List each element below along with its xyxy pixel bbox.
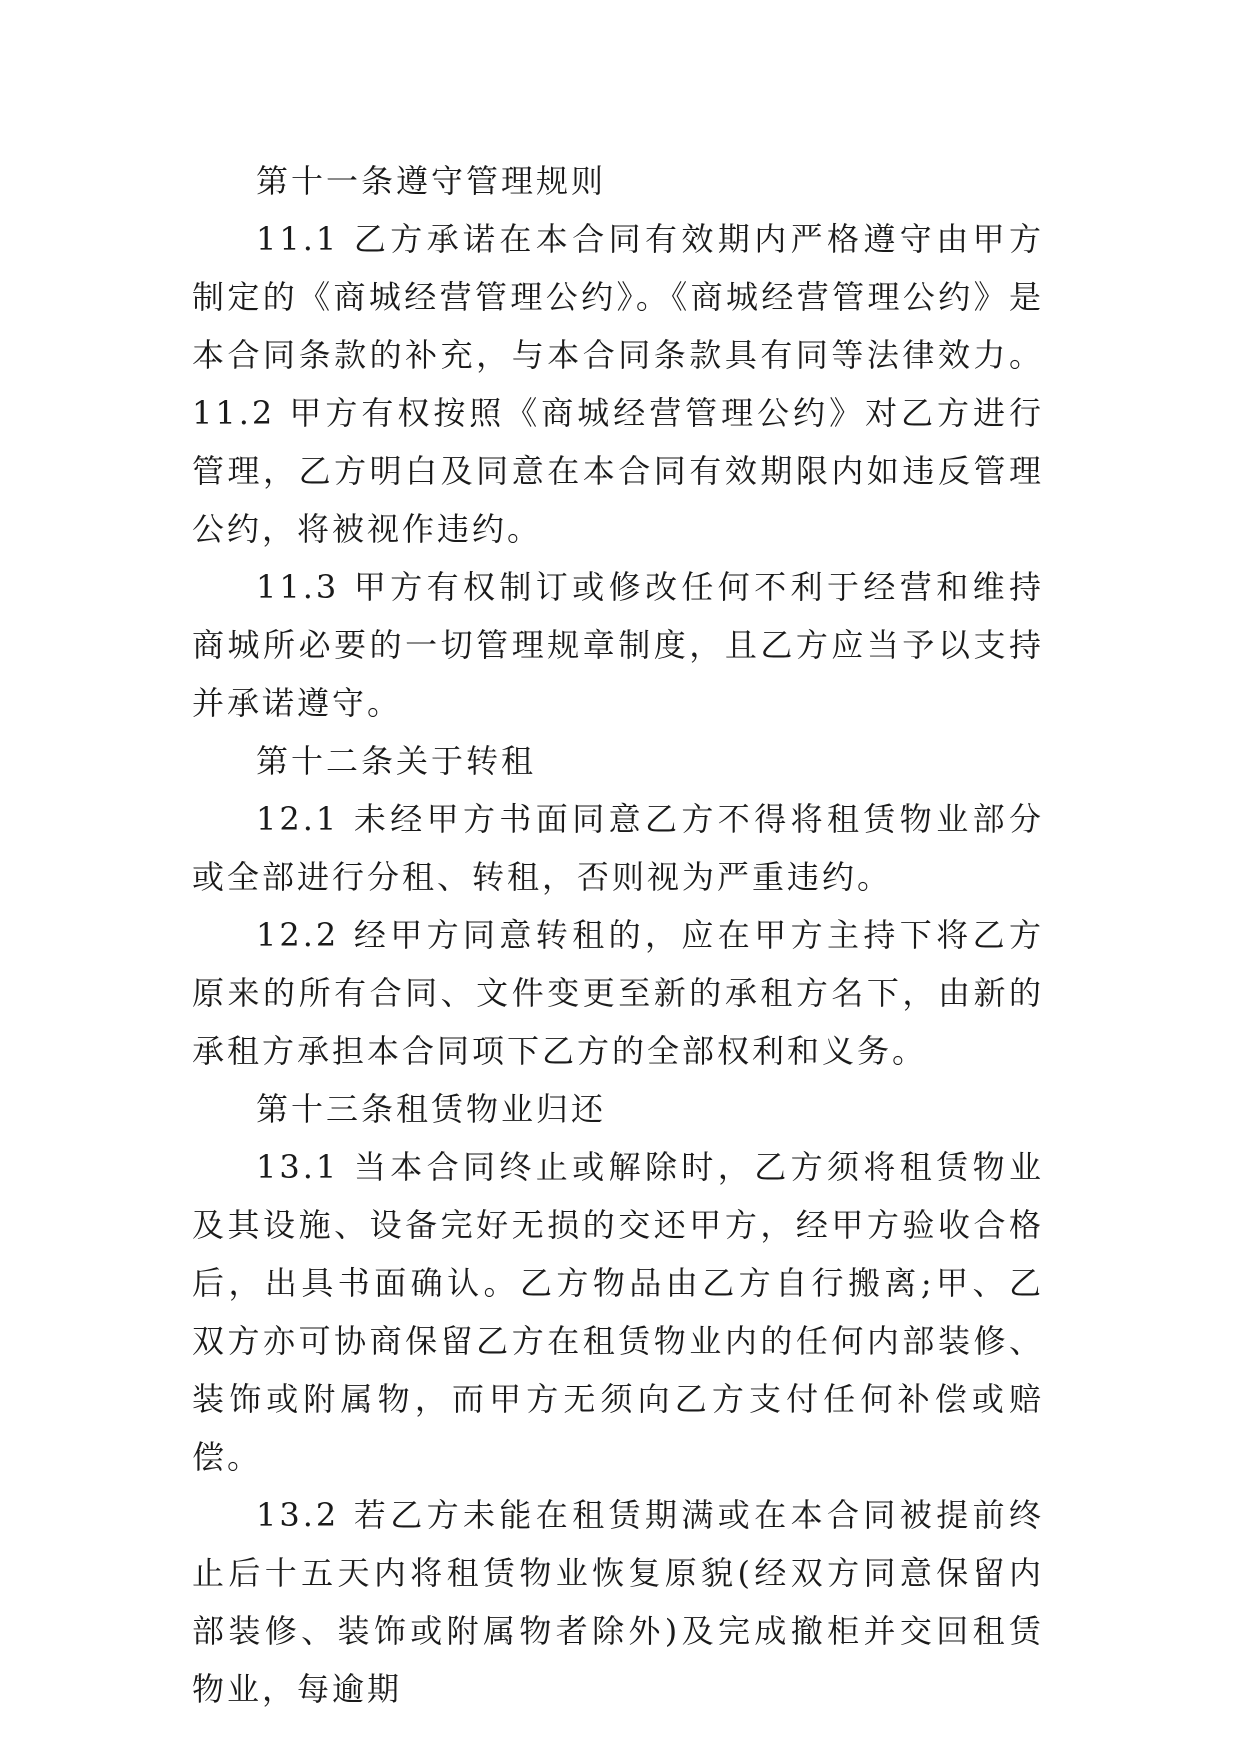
clause-11-1-2: 11.1 乙方承诺在本合同有效期内严格遵守由甲方制定的《商城经营管理公约》。《商城经营管理公约》是本合同条款的补充，与本合同条款具有同等法律效力。11.2 甲方有权按照《商城经营管理公约》对乙方进行管理，乙方明白及同意在本合同有效期限内如违反管理公约，将被视作违约。 bbox=[192, 220, 1044, 548]
clause-12-2: 12.2 经甲方同意转租的，应在甲方主持下将乙方原来的所有合同、文件变更至新的承租方名下，由新的承租方承担本合同项下乙方的全部权利和义务。 bbox=[192, 916, 1044, 1070]
article-12-heading: 第十二条关于转租 bbox=[256, 742, 537, 780]
clause-12-1: 12.1 未经甲方书面同意乙方不得将租赁物业部分或全部进行分租、转租，否则视为严重违约。 bbox=[192, 800, 1044, 896]
clause-13-1: 13.1 当本合同终止或解除时，乙方须将租赁物业及其设施、设备完好无损的交还甲方，经甲方验收合格后，出具书面确认。乙方物品由乙方自行搬离;甲、乙双方亦可协商保留乙方在租赁物业内的任何内部装修、装饰或附属物，而甲方无须向乙方支付任何补偿或赔偿。 bbox=[192, 1148, 1044, 1476]
document-body bbox=[192, 152, 1044, 1718]
clause-13-2: 13.2 若乙方未能在租赁期满或在本合同被提前终止后十五天内将租赁物业恢复原貌(经双方同意保留内部装修、装饰或附属物者除外)及完成撤柜并交回租赁物业，每逾期 bbox=[192, 1496, 1044, 1708]
clause-11-3: 11.3 甲方有权制订或修改任何不利于经营和维持商城所必要的一切管理规章制度，且乙方应当予以支持并承诺遵守。 bbox=[192, 568, 1044, 722]
article-11-heading: 第十一条遵守管理规则 bbox=[256, 162, 607, 200]
article-13-heading: 第十三条租赁物业归还 bbox=[256, 1090, 607, 1128]
